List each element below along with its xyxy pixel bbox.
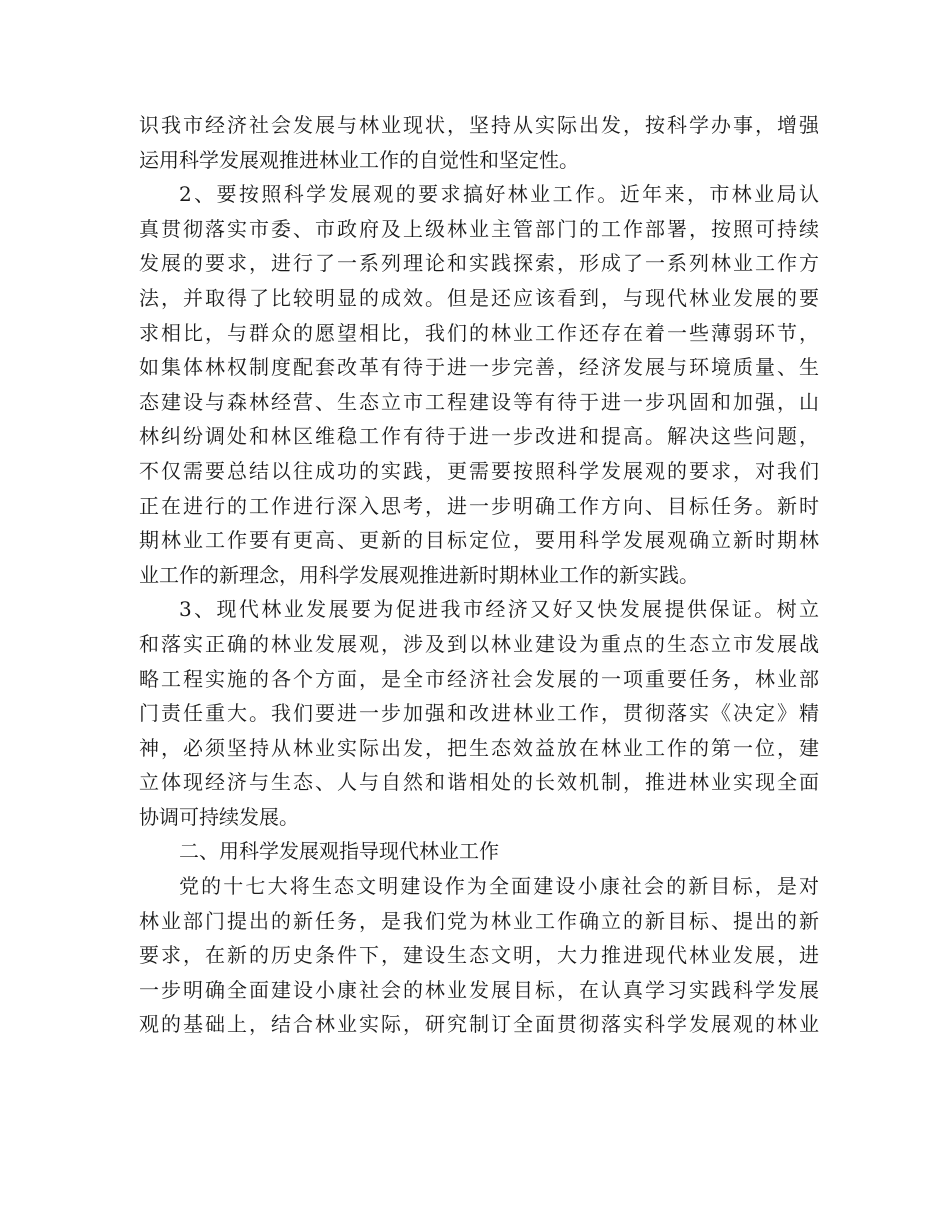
text-line: 3、现代林业发展要为促进我市经济又好又快发展提供保证。树立 [179, 597, 819, 622]
text-line: 不仅需要总结以往成功的实践，更需要按照科学发展观的要求，对我们 [139, 458, 819, 483]
text-line: 观的基础上，结合林业实际，研究制订全面贯彻落实科学发展观的林业 [139, 1012, 819, 1037]
text-line: 林纠纷调处和林区维稳工作有待于进一步改进和提高。解决这些问题， [139, 424, 819, 449]
text-line: 神，必须坚持从林业实际出发，把生态效益放在林业工作的第一位，建 [139, 735, 819, 760]
text-line: 识我市经济社会发展与林业现状，坚持从实际出发，按科学办事，增强 [139, 113, 819, 137]
text-line: 门责任重大。我们要进一步加强和改进林业工作，贯彻落实《决定》精 [139, 701, 819, 726]
text-line: 二、用科学发展观指导现代林业工作 [179, 839, 499, 864]
text-line: 运用科学发展观推进林业工作的自觉性和坚定性。 [139, 147, 579, 172]
text-line: 要求，在新的历史条件下，建设生态文明，大力推进现代林业发展，进 [139, 943, 819, 968]
text-line: 求相比，与群众的愿望相比，我们的林业工作还存在着一些薄弱环节， [139, 320, 819, 345]
text-line: 2、要按照科学发展观的要求搞好林业工作。近年来，市林业局认 [179, 182, 819, 207]
text-line: 法，并取得了比较明显的成效。但是还应该看到，与现代林业发展的要 [139, 285, 819, 310]
text-line: 立体现经济与生态、人与自然和谐相处的长效机制，推进林业实现全面 [139, 770, 819, 795]
text-line: 协调可持续发展。 [139, 804, 299, 829]
text-line: 如集体林权制度配套改革有待于进一步完善，经济发展与环境质量、生 [139, 355, 819, 380]
text-line: 真贯彻落实市委、市政府及上级林业主管部门的工作部署，按照可持续 [139, 216, 819, 241]
text-line: 正在进行的工作进行深入思考，进一步明确工作方向、目标任务。新时 [139, 493, 819, 518]
document-body [139, 108, 819, 1042]
text-line: 和落实正确的林业发展观，涉及到以林业建设为重点的生态立市发展战 [139, 631, 819, 656]
text-line: 略工程实施的各个方面，是全市经济社会发展的一项重要任务，林业部 [139, 666, 819, 691]
text-line: 期林业工作要有更高、更新的目标定位，要用科学发展观确立新时期林 [139, 528, 819, 553]
text-line: 发展的要求，进行了一系列理论和实践探索，形成了一系列林业工作方 [139, 251, 819, 276]
text-line: 一步明确全面建设小康社会的林业发展目标，在认真学习实践科学发展 [139, 977, 819, 1002]
text-line: 林业部门提出的新任务，是我们党为林业工作确立的新目标、提出的新 [139, 908, 819, 933]
text-line: 态建设与森林经营、生态立市工程建设等有待于进一步巩固和加强，山 [139, 389, 819, 414]
text-line: 党的十七大将生态文明建设作为全面建设小康社会的新目标，是对 [179, 874, 819, 899]
text-line: 业工作的新理念，用科学发展观推进新时期林业工作的新实践。 [139, 562, 699, 587]
